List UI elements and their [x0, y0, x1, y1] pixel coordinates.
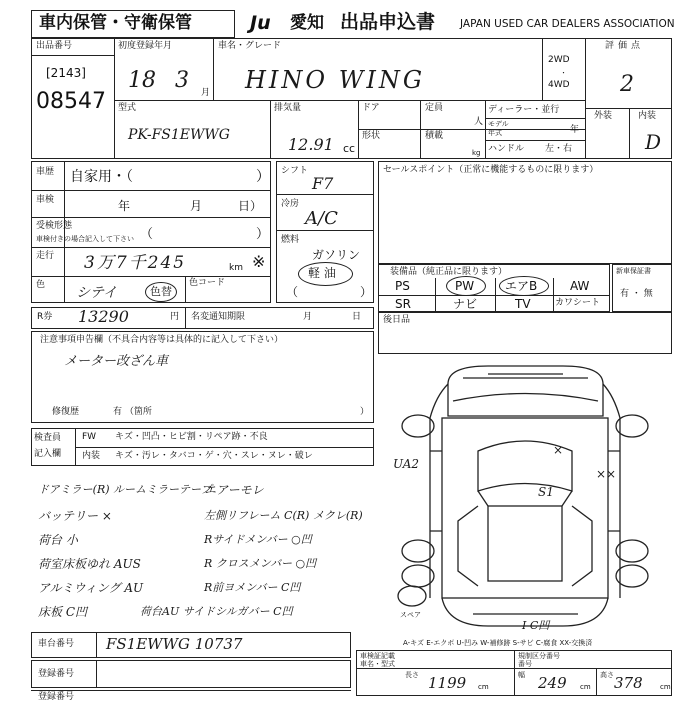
r-ticket-value: 13290	[78, 307, 129, 326]
cert-width-label: 幅	[518, 671, 525, 679]
inspection-day: 日）	[238, 199, 263, 213]
equip-seat: カワシート	[555, 298, 601, 308]
inspection-label: 車検	[36, 195, 55, 205]
drive-2wd: 2WD	[548, 55, 570, 65]
sheet-title: 出品申込書	[340, 11, 436, 33]
repair-value: 有 （箇所	[113, 407, 152, 417]
score-label: 評価点	[605, 41, 645, 51]
handwritten-note-12: 荷台AU サイドシルガバー C凹	[140, 605, 293, 618]
displacement-unit: cc	[343, 142, 356, 155]
equip-sr: SR	[395, 297, 411, 311]
cert-height-label: 高さ	[600, 671, 614, 679]
capacity-unit: 人	[474, 117, 484, 127]
acceptance-open: （	[140, 227, 154, 242]
inspector-fw-text: キズ・凹凸・ヒビ割・リペア跡・不良	[115, 432, 268, 442]
color-change-circle	[145, 282, 177, 302]
handle-options: 左・右	[545, 144, 573, 154]
ju-logo-text: 愛知	[290, 13, 324, 33]
fuel-close: ）	[360, 285, 373, 299]
model-value: PK-FS1EWWG	[128, 127, 230, 143]
inspection-month: 月	[190, 199, 203, 213]
equip-airbag: エアB	[505, 279, 538, 293]
car-name-value: HINO WING	[245, 66, 426, 94]
handwritten-note-11: 床板 C凹	[38, 605, 87, 619]
cert-class-label: 規制区分番号	[518, 652, 560, 660]
mileage-unit: km	[229, 263, 243, 273]
interior-label: 内装	[638, 111, 657, 121]
color-code-label: 色コード	[189, 278, 226, 288]
history-close: ）	[256, 169, 270, 185]
cert-sub: 車名・型式	[360, 660, 395, 668]
handwritten-note-5: 荷台 小	[38, 533, 78, 547]
dealer-label: ディーラー・並行	[488, 105, 560, 115]
history-value: 自家用・（	[70, 169, 133, 185]
spare-label: スペア	[400, 611, 421, 619]
model-year-unit: 年	[570, 125, 580, 135]
cert-label: 車検証記載	[360, 652, 395, 660]
diagram-mark-xx: ××	[596, 467, 617, 481]
reg-number-label: 登録番号	[38, 669, 75, 679]
equip-aw: AW	[570, 279, 590, 293]
acceptance-label: 受検形態	[36, 221, 73, 231]
lot-code: [2143]	[46, 66, 86, 80]
acceptance-sub: 車検付きの場合記入して下さい	[36, 235, 134, 243]
notes-label: 注意事項申告欄（不具合内容等は具体的に記入して下さい）	[40, 335, 284, 345]
reg-number-label-2: 登録番号	[38, 692, 75, 702]
fuel-diesel-circle	[298, 262, 353, 286]
diagram-mark-s1: S1	[538, 485, 554, 499]
diagram-mark-x: ×	[553, 443, 564, 457]
aircon-value: A/C	[305, 208, 338, 229]
storage-title: 車内保管・守衛保管	[39, 13, 192, 33]
association-name: JAPAN USED CAR DEALERS ASSOCIATION	[460, 18, 675, 30]
r-ticket-label: R券	[37, 312, 53, 322]
drive-4wd: 4WD	[548, 80, 570, 90]
damage-legend: A-キズ E-エクボ U-凹み W-補修跡 S-サビ C-腐食 XX-交換済	[403, 639, 593, 647]
reg-number-frame	[31, 660, 351, 688]
inspector-label-1: 検査員	[34, 433, 62, 443]
acceptance-close: ）	[256, 227, 270, 242]
history-label: 車歴	[36, 167, 55, 177]
fuel-diesel: 軽 油	[308, 266, 336, 280]
notes-line-1: メーター改ざん車	[64, 354, 169, 369]
back-item-frame	[378, 312, 672, 354]
model-year-label-2: 年式	[488, 129, 502, 137]
handwritten-note-9: アルミウィング AU	[38, 581, 144, 595]
load-unit: kg	[472, 149, 481, 157]
mileage-value: 3万7千245	[84, 253, 187, 273]
r-ticket-unit: 円	[170, 312, 180, 322]
color-label: 色	[36, 280, 46, 290]
inspector-in-tag: 内装	[82, 451, 101, 461]
handwritten-note-3: バッテリー ×	[38, 509, 112, 523]
registration-label: 初度登録年月	[118, 41, 173, 51]
shape-label: 形状	[362, 131, 381, 141]
exterior-label: 外装	[594, 111, 613, 121]
load-label: 積載	[425, 131, 444, 141]
cert-length-label: 長さ	[405, 671, 419, 679]
interior-value: D	[645, 130, 662, 154]
ju-logo-mark: Ju	[250, 12, 271, 34]
sales-point-label: セールスポイント（正常に機能するものに限ります）	[383, 165, 599, 175]
handwritten-note-1: ドアミラー(R) ルームミラーテープ	[38, 483, 212, 496]
warranty-options: 有 ・ 無	[620, 289, 653, 299]
truck-damage-diagram	[378, 356, 672, 648]
color-value: シテイ	[76, 285, 118, 301]
mileage-mark: ※	[252, 252, 266, 271]
repair-close: ）	[360, 407, 370, 417]
notice-month: 月	[303, 312, 313, 322]
model-label: 型式	[118, 103, 137, 113]
sales-point-frame	[378, 161, 672, 264]
cert-width-unit: cm	[580, 683, 591, 691]
equip-tv: TV	[515, 297, 531, 311]
registration-month-unit: 月	[201, 88, 211, 98]
handwritten-note-7: 荷室床板ゆれ AUS	[38, 557, 141, 571]
handwritten-note-6: Rサイドメンバー ○凹	[204, 533, 312, 546]
cert-length-value: 1199	[428, 674, 467, 692]
handle-label: ハンドル	[488, 144, 525, 154]
chassis-value: FS1EWWG 10737	[106, 635, 243, 653]
displacement-value: 12.91	[288, 135, 334, 154]
notice-label: 名変通知期限	[191, 312, 246, 322]
equipment-label: 装備品（純正品に限ります）	[390, 267, 508, 277]
cert-class-sub: 番号	[518, 660, 532, 668]
handwritten-note-8: R クロスメンバー ○凹	[204, 557, 317, 570]
registration-year: 18	[128, 68, 156, 93]
color-change: 色替	[150, 285, 172, 298]
cert-height-unit: cm	[660, 683, 671, 691]
notice-day: 日	[352, 312, 362, 322]
equip-navi: ナビ	[453, 297, 478, 311]
repair-label: 修復歴	[52, 407, 80, 417]
lot-number: 08547	[36, 89, 106, 114]
inspector-label-2: 記入欄	[34, 449, 62, 459]
inspector-fw-tag: FW	[82, 432, 97, 442]
handwritten-note-2: エアーモレ	[204, 483, 264, 497]
inspector-in-text: キズ・汚レ・タバコ・ゲ・穴・スレ・ヌレ・破レ	[115, 451, 313, 461]
lot-label: 出品番号	[36, 41, 73, 51]
handwritten-note-10: R前ヨメンバー C凹	[204, 581, 301, 594]
inspection-year: 年	[118, 199, 131, 213]
equip-pw-circle	[446, 276, 486, 296]
displacement-label: 排気量	[274, 103, 302, 113]
diagram-mark-ua2: UA2	[393, 457, 420, 471]
equip-ps: PS	[395, 279, 410, 293]
warranty-label: 新車保証書	[616, 267, 651, 275]
chassis-label: 車台番号	[38, 639, 75, 649]
car-name-label: 車名・グレード	[218, 41, 282, 51]
aircon-label: 冷房	[281, 199, 300, 209]
capacity-label: 定員	[425, 103, 444, 113]
fuel-open: （	[286, 285, 299, 299]
fuel-label: 燃料	[281, 235, 300, 245]
fuel-gasoline: ガソリン	[312, 248, 361, 262]
model-year-label-1: モデル	[488, 120, 509, 128]
equip-airbag-circle	[499, 276, 549, 296]
registration-month: 3	[175, 68, 189, 93]
cert-length-unit: cm	[478, 683, 489, 691]
shift-value: F7	[312, 174, 334, 193]
drive-dot: ・	[560, 69, 567, 77]
equip-pw: PW	[455, 279, 475, 293]
back-item-label: 後日品	[383, 315, 411, 325]
mileage-label: 走行	[36, 251, 55, 261]
shift-label: シフト	[281, 166, 309, 176]
handwritten-note-4: 左側リフレーム C(R) メクレ(R)	[204, 509, 363, 522]
cert-height-value: 378	[614, 674, 643, 692]
diagram-mark-c-under: Ⅰ C凹	[522, 619, 550, 632]
cert-width-value: 249	[538, 674, 567, 692]
score-value: 2	[620, 72, 634, 97]
doors-label: ドア	[362, 103, 380, 113]
